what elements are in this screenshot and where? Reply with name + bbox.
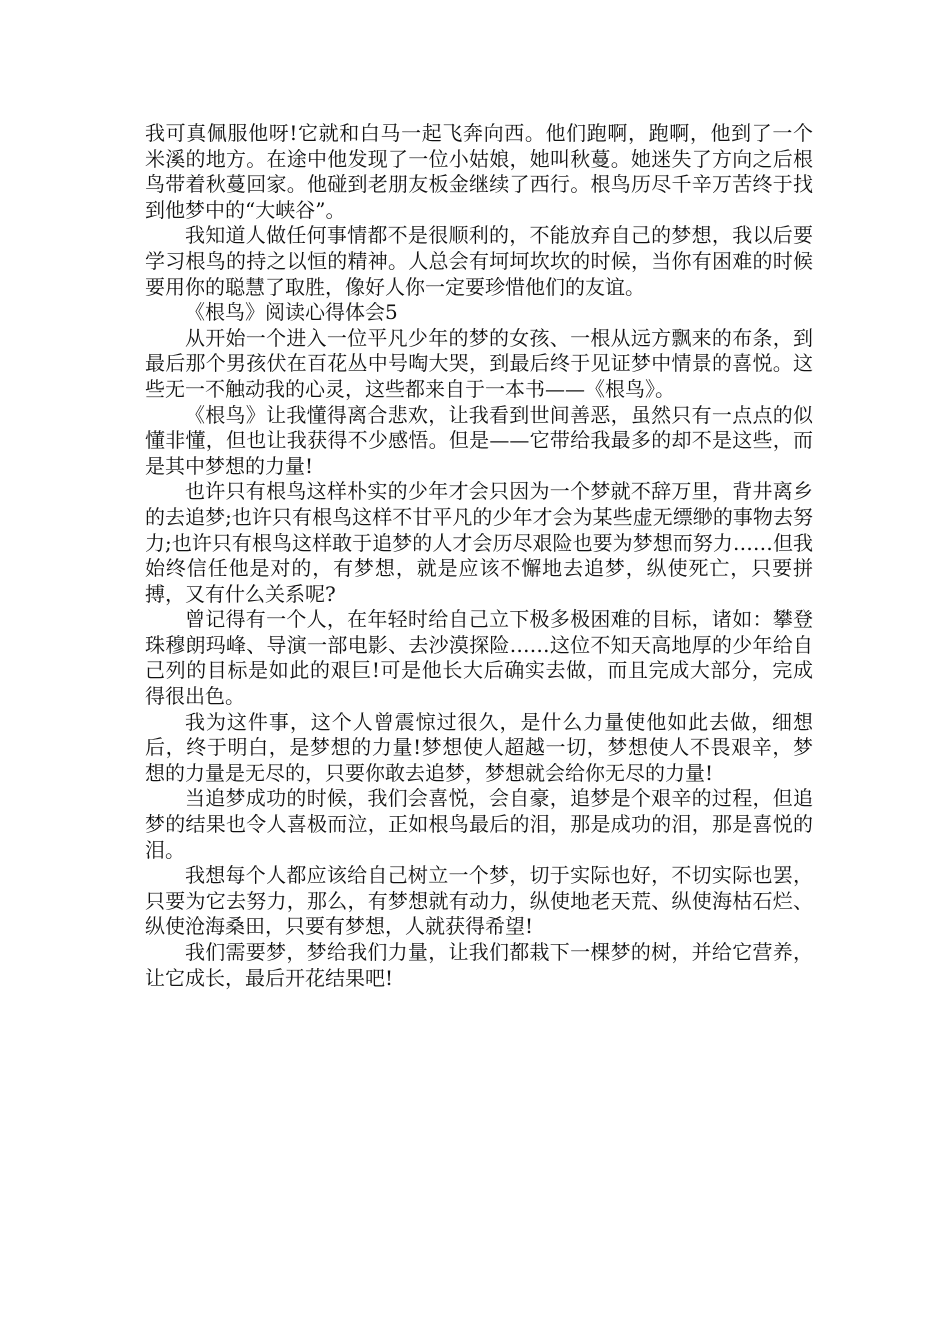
paragraph-continued: 我可真佩服他呀!它就和白马一起飞奔向西。他们跑啊，跑啊，他到了一个米溪的地方。在途中他发现了一位小姑娘，她叫秋蔓。她迷失了方向之后根鸟带着秋蔓回家。他碰到老朋友板金继续了西行。根鸟历尽千辛万苦终于找到他梦中的“大峡谷”。 <box>145 121 813 222</box>
paragraph: 我们需要梦，梦给我们力量，让我们都栽下一棵梦的树，并给它营养，让它成长，最后开花结果吧! <box>145 940 813 990</box>
paragraph: 当追梦成功的时候，我们会喜悦，会自豪，追梦是个艰辛的过程，但追梦的结果也令人喜极而泣，正如根鸟最后的泪，那是成功的泪，那是喜悦的泪。 <box>145 786 813 862</box>
paragraph: 我想每个人都应该给自己树立一个梦，切于实际也好，不切实际也罢，只要为它去努力，那么，有梦想就有动力，纵使地老天荒、纵使海枯石烂、纵使沧海桑田，只要有梦想，人就获得希望! <box>145 863 813 939</box>
section-heading: 《根鸟》阅读心得体会5 <box>185 300 398 325</box>
paragraph: 《根鸟》让我懂得离合悲欢，让我看到世间善恶，虽然只有一点点的似懂非懂，但也让我获得不少感悟。但是——它带给我最多的却不是这些，而是其中梦想的力量! <box>145 402 813 478</box>
paragraph: 从开始一个进入一位平凡少年的梦的女孩、一根从远方飘来的布条，到最后那个男孩伏在百花丛中号啕大哭，到最后终于见证梦中情景的喜悦。这些无一不触动我的心灵，这些都来自于一本书——《根鸟》。 <box>145 325 813 401</box>
paragraph: 曾记得有一个人，在年轻时给自己立下极多极困难的目标，诸如：攀登珠穆朗玛峰、导演一部电影、去沙漠探险……这位不知天高地厚的少年给自己列的目标是如此的艰巨!可是他长大后确实去做，而且完成大部分，完成得很出色。 <box>145 607 813 709</box>
paragraph: 我知道人做任何事情都不是很顺利的，不能放弃自己的梦想，我以后要学习根鸟的持之以恒的精神。人总会有坷坷坎坎的时候，当你有困难的时候要用你的聪慧了取胜，像好人你一定要珍惜他们的友谊。 <box>145 223 813 299</box>
paragraph: 我为这件事，这个人曾震惊过很久，是什么力量使他如此去做，细想后，终于明白，是梦想的力量!梦想使人超越一切，梦想使人不畏艰辛，梦想的力量是无尽的，只要你敢去追梦，梦想就会给你无尽的力量! <box>145 709 813 785</box>
paragraph: 也许只有根鸟这样朴实的少年才会只因为一个梦就不辞万里，背井离乡的去追梦;也许只有根鸟这样不甘平凡的少年才会为某些虚无缥缈的事物去努力;也许只有根鸟这样敢于追梦的人才会历尽艰险也要为梦想而努力……但我始终信任他是对的，有梦想，就是应该不懈地去追梦，纵使死亡，只要拼搏，又有什么关系呢? <box>145 479 813 606</box>
document-body <box>145 121 813 991</box>
